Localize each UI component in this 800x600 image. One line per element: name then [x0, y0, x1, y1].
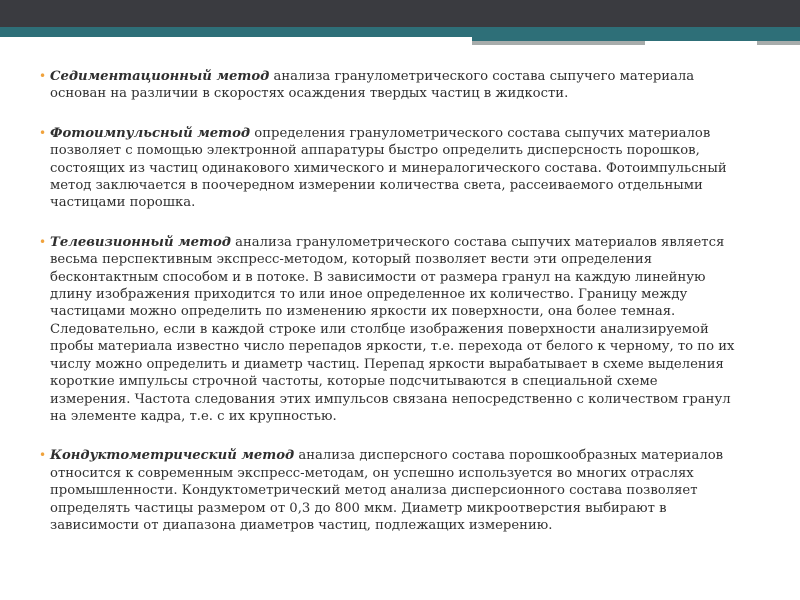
method-description: анализа гранулометрического состава сыпучих материалов является весьма перспективным экспресс-методом, который позволяет вести эти определения бесконтактным способом и в потоке. В зависимости от размера гранул на каждую линейную длину изображения приходится то или иное определенное их количество. Границу между частицами можно определить по изменению яркости их поверхности, она более темная. Следовательно, если в каждой строке или столбце изображения поверхности анализируемой пробы материала известно число перепадов яркости, т.е. перехода от белого к черному, то по их числу можно определить и диаметр частиц. Перепад яркости вырабатывает в схеме выделения короткие импульсы строчной частоты, которые подсчитываются в специальной схеме измерения. Частота следования этих импульсов связана непосредственно с количеством гранул на элементе кадра, т.е. с их крупностью. [50, 234, 735, 424]
bullet-icon: • [39, 125, 47, 140]
paragraph-sedimentation [40, 68, 740, 103]
method-description: определения гранулометрического состава сыпучих материалов позволяет с помощью электронной аппаратуры быстро определить дисперсность порошков, состоящих из частиц одинакового химического и минералогического состава. Фотоимпульсный метод заключается в поочередном измерении количества света, рассеиваемого отдельными частицами порошка. [50, 125, 727, 211]
title-tab-left [0, 37, 472, 57]
bullet-icon: • [39, 234, 47, 249]
header-band [0, 0, 800, 27]
paragraph-television [40, 234, 740, 425]
slide-content [40, 68, 740, 556]
method-term: Седиментационный метод [50, 69, 270, 84]
method-term: Фотоимпульсный метод [50, 125, 251, 141]
paragraph-photopulse [40, 125, 740, 212]
method-term: Кондуктометрический метод [50, 448, 295, 464]
bullet-icon: • [39, 448, 47, 463]
bullet-icon: • [39, 69, 47, 83]
method-term: Телевизионный метод [50, 234, 231, 250]
method-description: анализа гранулометрического состава сыпучего материала основан на различии в скоростях осаждения твердых частиц в жидкости. [50, 69, 695, 102]
paragraph-conductometric [40, 447, 740, 534]
method-description: анализа дисперсного состава порошкообразных материалов относится к современным экспресс-методам, он успешно используется во многих отраслях промышленности. Кондуктометрический метод анализа дисперсионного состава позволяет определять частицы размером от 0,3 до 800 мкм. Диаметр микроотверстия выбирают в зависимости от диапазона диаметров частиц, подлежащих измерению. [50, 448, 724, 533]
title-tab-right [645, 41, 757, 53]
